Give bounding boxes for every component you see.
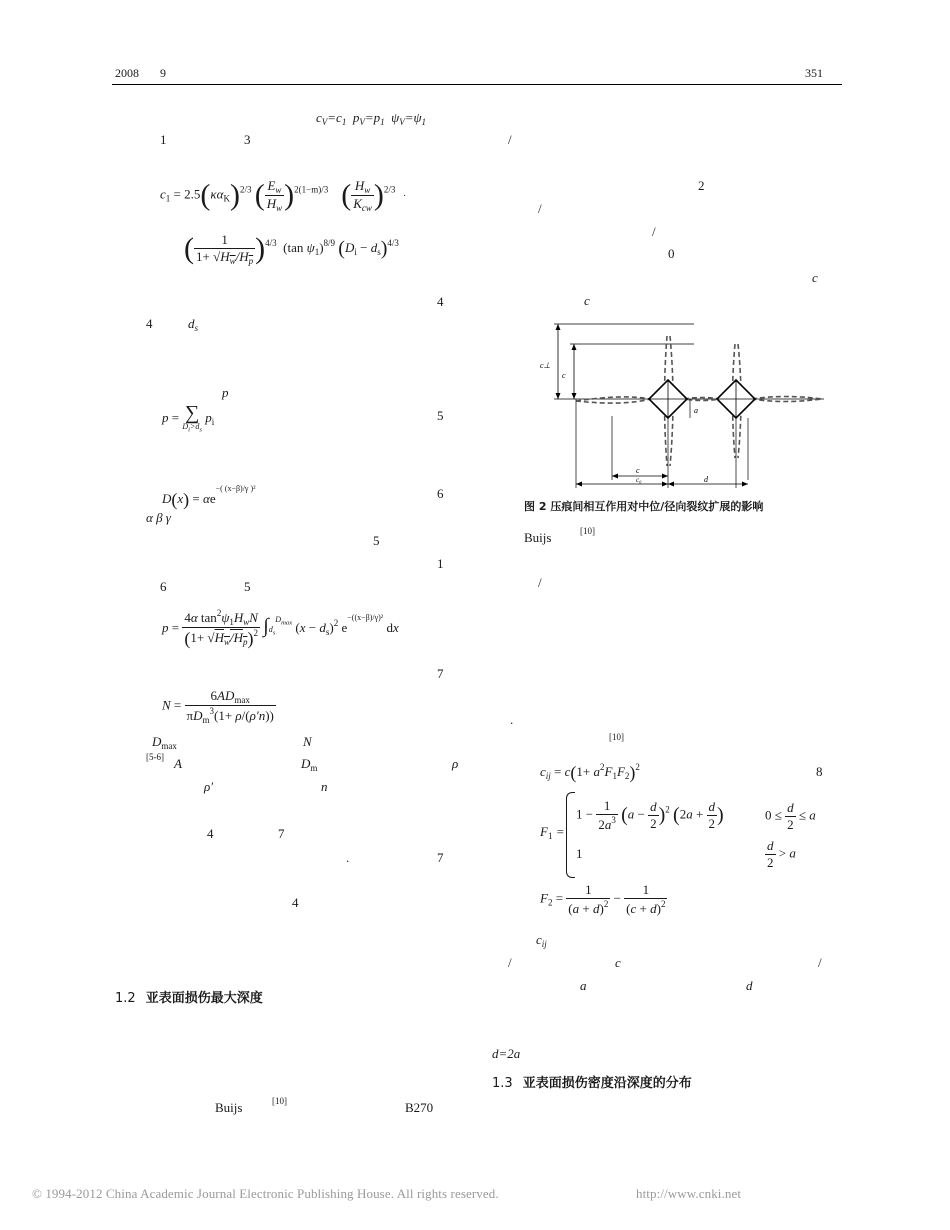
slash-3: /	[652, 224, 656, 239]
equation-4-line2: ( $\frac{1}{1+ √H_w/H_p}$ )$^{4/3}$ (tan $\psi_1)^{8/9}$ $(D_i - d_s)^{4/3}$	[184, 232, 399, 266]
equation-4-line1: $c_1 = 2.5(\kappa\alpha_K)^{2/3}$ ( $\frac{E_w}{H_w}$ )$^{2(1-m)/3}$ ( $\frac{H_w}{K_{cw}}$ )$^{2/3}$ ·	[160, 178, 407, 213]
ref-4-ds: 4	[146, 316, 153, 331]
period-dot-right: .	[510, 712, 514, 727]
zero-value: 0	[668, 246, 675, 261]
buijs-ref-right: [10]	[580, 526, 595, 536]
ref-2: 2	[698, 178, 705, 193]
n-small-symbol: n	[321, 779, 328, 794]
ref-1: 1	[160, 132, 167, 147]
slash-5: /	[508, 955, 512, 970]
f1-case1: 1 − $\frac{1}{2a^3}$ (a − $\frac{d}{2}$ )$^2$ (2a + $\frac{d}{2}$ )	[576, 798, 724, 832]
ref-10b: [10]	[609, 732, 624, 742]
ref-5b: 5	[244, 579, 251, 594]
f1-brace	[566, 792, 575, 878]
n-symbol: N	[303, 734, 312, 749]
rho-symbol: ρ	[452, 756, 459, 771]
top-formula: $c_V=c_1$ $p_V=p_1$ $\psi_V=\psi_1$	[316, 110, 427, 127]
header-rule	[112, 84, 842, 85]
figure-label-c-bottom: c	[636, 466, 640, 475]
buijs-text-right: Buijs	[524, 530, 552, 545]
equation-n: N = $\frac{6AD_{max}}{\pi D_m^3(1+ \rho/(\rho'n))}$	[162, 688, 274, 725]
equation-5: p = ∑ $D_i>d_s$ $p_i$	[162, 402, 215, 434]
slash-2: /	[538, 201, 542, 216]
f1-condition-2: $\frac{d}{2}$ > a	[767, 838, 796, 870]
dm-symbol: $D_m$	[301, 756, 318, 773]
equation-7-label: 7	[437, 666, 444, 681]
ref-7b: 7	[437, 850, 444, 865]
figure-label-a: a	[694, 406, 698, 415]
figure-label-d: d	[704, 475, 708, 484]
equation-6: $D(x) = \alpha e^{-( (x-\beta)/\gamma )^2}$	[162, 484, 256, 510]
slash-4: /	[538, 575, 542, 590]
f1-lhs: $F_1$ =	[540, 824, 565, 841]
dmax-symbol: $D_{max}$	[152, 734, 177, 751]
ds-symbol: $d_s$	[188, 316, 199, 333]
page-number: 351	[805, 66, 823, 80]
section-heading-1-2: 1.2 亚表面损伤最大深度	[115, 991, 263, 1006]
slash-1: /	[508, 132, 512, 147]
f1-case2: 1	[576, 846, 583, 861]
figure-label-c0: c₀	[636, 476, 642, 484]
period-dot: .	[346, 850, 350, 865]
c-right-symbol: c	[812, 270, 818, 285]
ref-4a: 4	[207, 826, 214, 841]
ref-5a: 5	[373, 533, 380, 548]
section-heading-1-3: 1.3 亚表面损伤密度沿深度的分布	[492, 1076, 692, 1091]
f1-condition-1: 0 ≤ $\frac{d}{2}$ ≤ a	[765, 800, 816, 832]
footer-copyright: © 1994-2012 China Academic Journal Electronic Publishing House. All rights reserved.	[32, 1186, 499, 1201]
figure-label-c: c	[562, 371, 566, 380]
header-year: 2008	[115, 66, 139, 80]
ref-6: 6	[160, 579, 167, 594]
equation-7: p = $\frac{4\alpha \tan^2\psi_1H_wN}{(1+ √H_w/H_p)^2}$ $\int d_s^{D_{max}}$ $(x - d_s)^2$ $e^{-((x-\beta)/\gamma)^2}$ dx	[162, 608, 399, 649]
figure-2-caption: 图 2 压痕间相互作用对中位/径向裂纹扩展的影响	[524, 500, 764, 513]
ref-7a: 7	[278, 826, 285, 841]
buijs-ref-left: [10]	[272, 1096, 287, 1106]
greek-parameters: α β γ	[146, 510, 171, 525]
ref-4b: 4	[292, 895, 299, 910]
c-mid-symbol: c	[615, 955, 621, 970]
ref-5-6: [5-6]	[146, 752, 164, 762]
a-symbol: A	[174, 756, 182, 771]
footer-url[interactable]: http://www.cnki.net	[636, 1186, 742, 1201]
header-issue: 9	[160, 66, 166, 80]
ref-1b: 1	[437, 556, 444, 571]
f2-equation: $F_2$ = $\frac{1}{(a + d)^2}$ − $\frac{1}{(c + d)^2}$	[540, 882, 666, 916]
d-equals-2a: d=2a	[492, 1046, 521, 1061]
buijs-text-left: Buijs	[215, 1100, 243, 1115]
cij-symbol: $c_{ij}$	[536, 932, 547, 949]
equation-8: $c_{ij} = c(1+ a^2F_1F_2)^2$	[540, 762, 640, 783]
d-mid-symbol: d	[746, 978, 753, 993]
equation-5-label: 5	[437, 408, 444, 423]
slash-6: /	[818, 955, 822, 970]
figure-2-diagram	[524, 316, 828, 498]
equation-8-label: 8	[816, 764, 823, 779]
equation-6-label: 6	[437, 486, 444, 501]
equation-4-label: 4	[437, 294, 444, 309]
c-left-symbol: c	[584, 293, 590, 308]
rho-prime-symbol: ρ′	[204, 779, 214, 794]
ref-3: 3	[244, 132, 251, 147]
a-mid-symbol: a	[580, 978, 587, 993]
b270-label: B270	[405, 1100, 434, 1115]
p-symbol: p	[222, 385, 229, 400]
figure-label-c-perp: c⊥	[540, 361, 551, 370]
